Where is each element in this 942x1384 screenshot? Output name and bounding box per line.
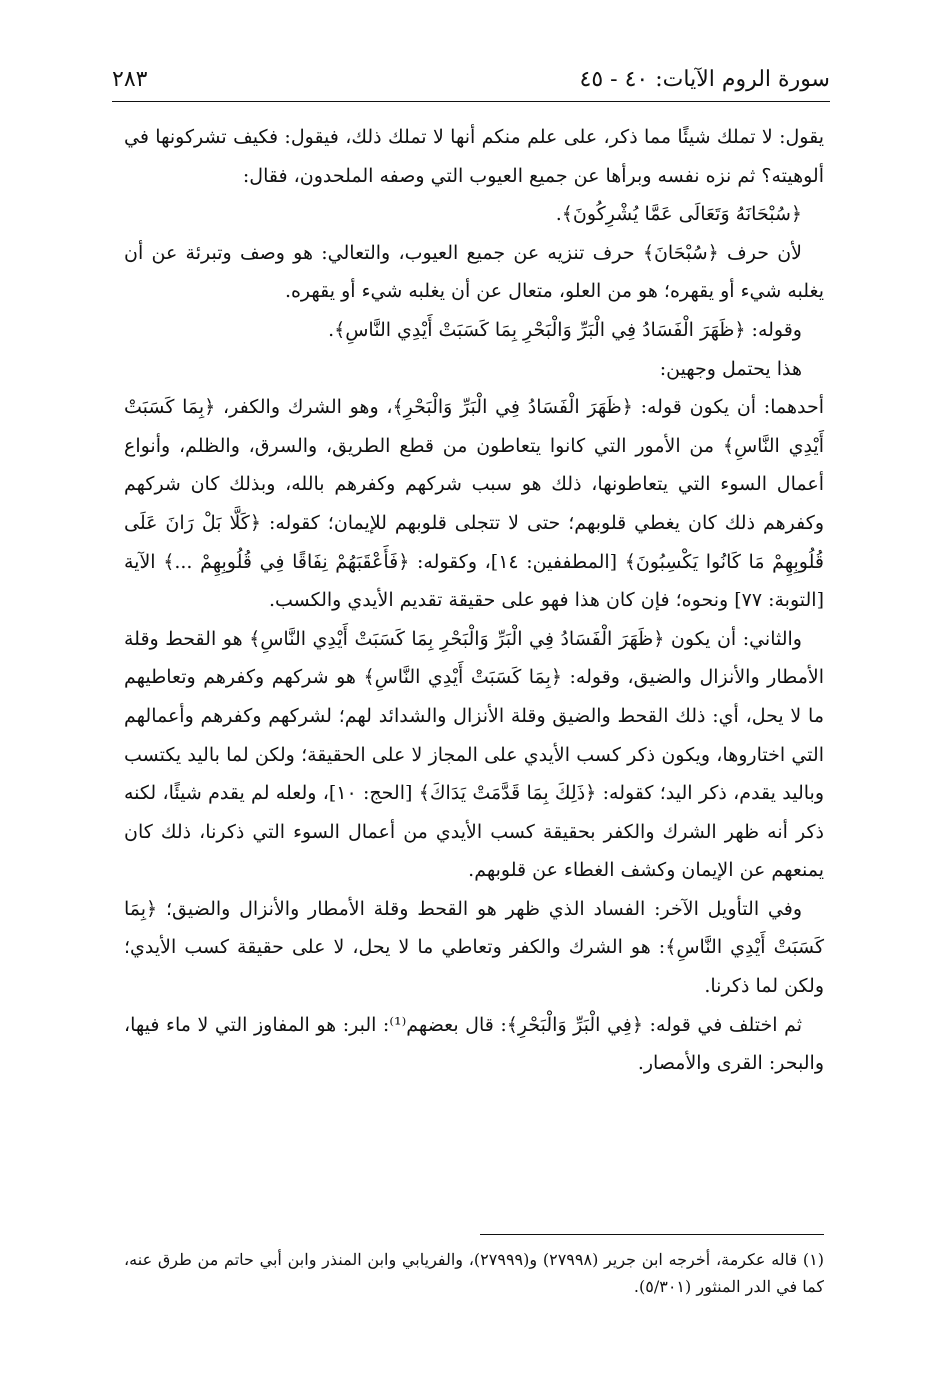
footnote: (١) قاله عكرمة، أخرجه ابن جرير (٢٧٩٩٨) و(٢٧٩٩٩)، والفريابي وابن المنذر وابن أبي حاتم من طرق عنه، كما في الدر المنثور (٥/٣٠١). [124, 1250, 825, 1296]
paragraph: ثم اختلف في قوله: ﴿فِي الْبَرِّ وَالْبَحْرِ﴾: قال بعضهم⁽¹⁾: البر: هو المفاوز التي لا ماء فيها، والبحر: القرى والأمصار. [124, 1013, 824, 1075]
main-text [124, 118, 824, 1083]
paragraph: أحدهما: أن يكون قوله: ﴿ظَهَرَ الْفَسَادُ فِي الْبَرِّ وَالْبَحْرِ﴾، وهو الشرك والكفر، ﴿بِمَا كَسَبَتْ أَيْدِي النَّاسِ﴾ من الأمور التي كانوا يتعاطون من قطع الطريق، والسرق، والظلم، وأنواع أعمال السوء التي يتعاطونها، ذلك هو سبب شركهم وكفرهم بالله، وبذلك كان شركهم وكفرهم ذلك كان يغطي قلوبهم؛ حتى لا تتجلى قلوبهم للإيمان؛ كقوله: ﴿كَلَّا بَلْ رَانَ عَلَى قُلُوبِهِمْ مَا كَانُوا يَكْسِبُونَ﴾ [المطففين: ١٤]، وكقوله: ﴿فَأَعْقَبَهُمْ نِفَاقًا فِي قُلُوبِهِمْ ...﴾ الآية [التوبة: ٧٧] ونحوه؛ فإن كان هذا فهو على حقيقة تقديم الأيدي والكسب. [124, 396, 824, 612]
footnote-divider [480, 1234, 824, 1235]
surah-title: سورة الروم الآيات: ٤٠ - ٤٥ [579, 67, 830, 92]
paragraph: هذا يحتمل وجهين: [659, 357, 802, 380]
quran-verse: ﴿سُبْحَانَهُ وَتَعَالَى عَمَّا يُشْرِكُونَ﴾. [555, 203, 802, 226]
footnotes [124, 1246, 824, 1300]
paragraph: وقوله: ﴿ظَهَرَ الْفَسَادُ فِي الْبَرِّ وَالْبَحْرِ بِمَا كَسَبَتْ أَيْدِي النَّاسِ﴾. [328, 318, 802, 341]
page-number: ٢٨٣ [112, 67, 148, 92]
paragraph: لأن حرف ﴿سُبْحَانَ﴾ حرف تنزيه عن جميع العيوب، والتعالي: هو وصف وتبرئة عن أن يغلبه شيء أو يقهره؛ هو من العلو، متعال عن أن يغلبه شيء أو يقهره. [124, 241, 824, 303]
paragraph: يقول: لا تملك شيئًا مما ذكر، على علم منكم أنها لا تملك ذلك، فيقول: فكيف تشركونها في ألوهيته؟ ثم نزه نفسه وبرأها عن جميع العيوب التي وصفه الملحدون، فقال: [124, 126, 824, 187]
page-header [112, 52, 830, 92]
header-divider [112, 101, 830, 102]
paragraph: وفي التأويل الآخر: الفساد الذي ظهر هو القحط وقلة الأمطار والأنزال والضيق؛ ﴿بِمَا كَسَبَتْ أَيْدِي النَّاسِ﴾: هو الشرك والكفر وتعاطي ما لا يحل، لا على حقيقة كسب الأيدي؛ ولكن لما ذكرنا. [124, 897, 824, 998]
paragraph: والثاني: أن يكون ﴿ظَهَرَ الْفَسَادُ فِي الْبَرِّ وَالْبَحْرِ بِمَا كَسَبَتْ أَيْدِي النَّاسِ﴾ هو القحط وقلة الأمطار والأنزال والضيق، وقوله: ﴿بِمَا كَسَبَتْ أَيْدِي النَّاسِ﴾ هو شركهم وكفرهم وتعاطيهم ما لا يحل، أي: ذلك القحط والضيق وقلة الأنزال والشدائد لهم؛ لشركهم وكفرهم وأعمالهم التي اختاروها، ويكون ذكر كسب الأيدي على المجاز لا على الحقيقة؛ ولكن لما باليد يكتسب وباليد يقدم، ذكر اليد؛ كقوله: ﴿ذَلِكَ بِمَا قَدَّمَتْ يَدَاكَ﴾ [الحج: ١٠]، ولعله لم يقدم شيئًا، لكنه ذكر أنه ظهر الشرك والكفر بحقيقة كسب الأيدي من أعمال السوء التي ذكرنا، ذلك كان يمنعهم عن الإيمان وكشف الغطاء عن قلوبهم. [124, 627, 825, 882]
